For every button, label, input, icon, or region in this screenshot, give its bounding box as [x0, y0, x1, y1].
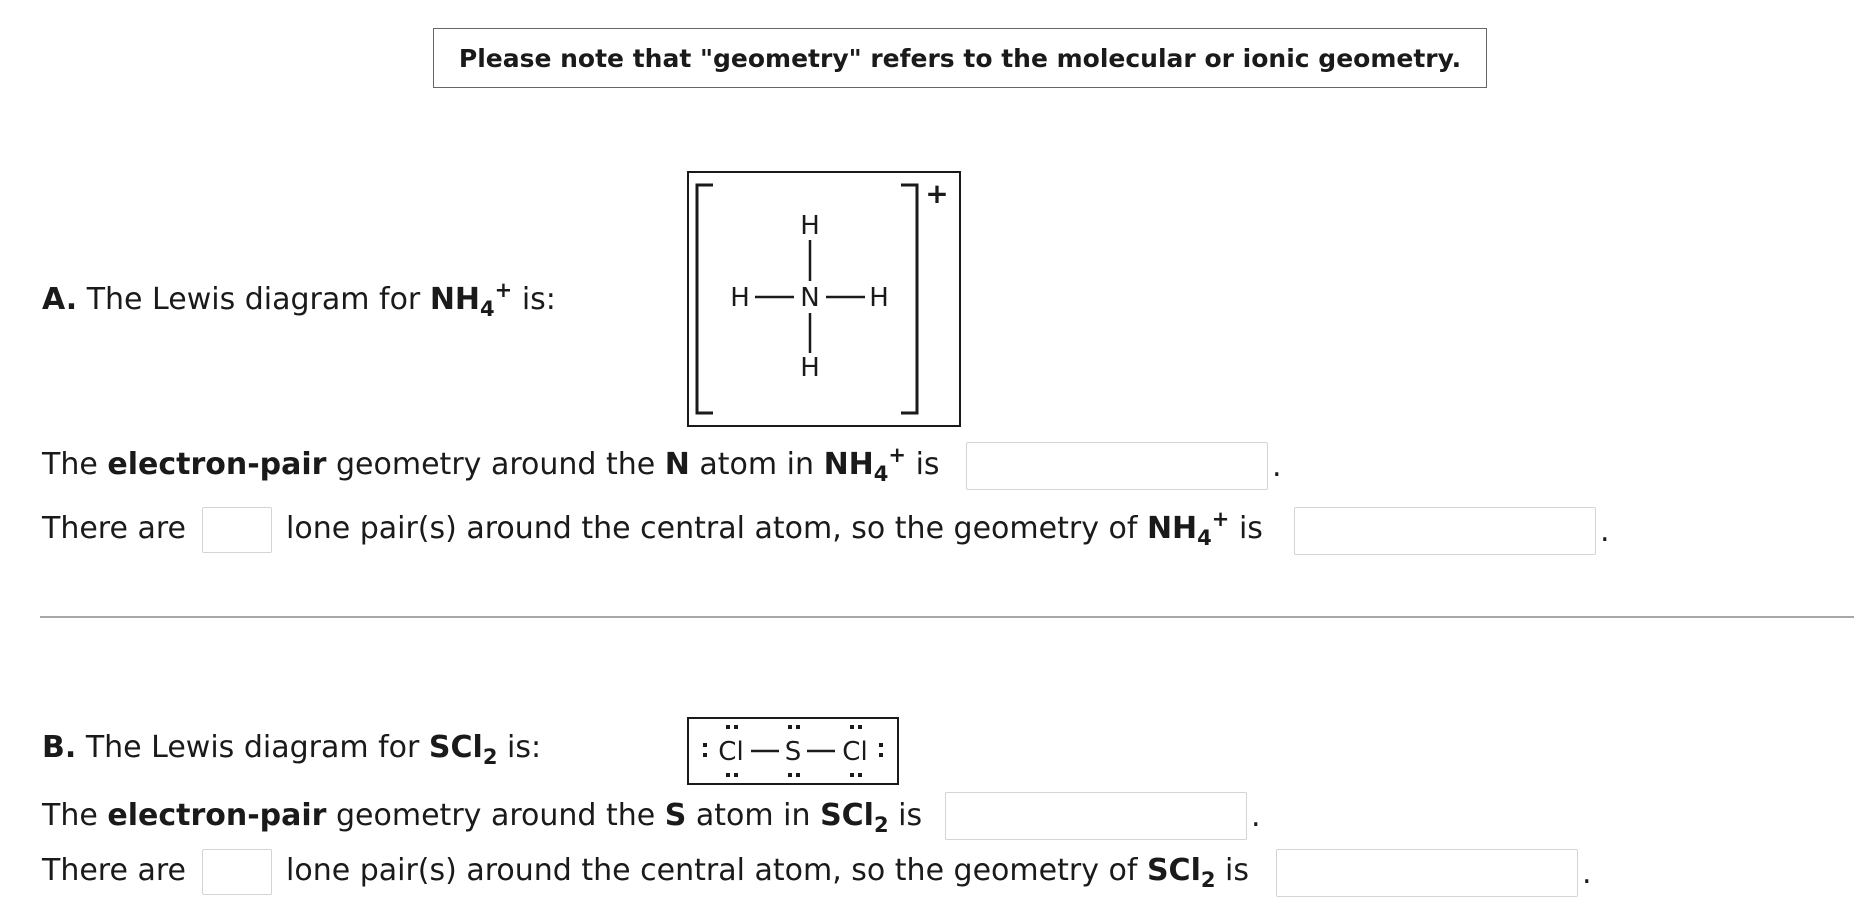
- part-b-intro-text: The Lewis diagram for: [85, 730, 420, 765]
- nh4-lewis-diagram: [687, 171, 961, 427]
- geometry-note: Please note that "geometry" refers to the molecular or ionic geometry.: [433, 28, 1487, 88]
- atom-symbol: S: [664, 798, 687, 833]
- part-b-lone-pair-count-answer[interactable]: [202, 849, 272, 895]
- formula: $NH_4^+$: [1146, 507, 1230, 551]
- formula: SCl$_2$: [820, 798, 889, 838]
- part-b-intro: [42, 730, 542, 770]
- h-bottom: H: [800, 353, 820, 383]
- part-b-question-2-prefix: There are: [42, 853, 186, 888]
- period: .: [1582, 856, 1592, 891]
- h-right: H: [869, 283, 889, 313]
- part-a-question-1: The electron-pair geometry around the N atom in $NH_4^+$ is: [42, 443, 940, 487]
- part-a-formula: $NH_4^+$: [429, 278, 513, 322]
- part-b-question-2: lone pair(s) around the central atom, so the geometry of SCl$_2$ is: [286, 853, 1249, 893]
- part-a-label: A.: [42, 282, 78, 317]
- part-b-question-1: The electron-pair geometry around the S atom in SCl$_2$ is: [42, 798, 923, 838]
- part-a-intro: [42, 278, 556, 322]
- period: .: [1272, 449, 1282, 484]
- cl-left: Cl: [718, 737, 744, 767]
- part-b-label: B.: [42, 730, 77, 765]
- atom-symbol: N: [664, 447, 690, 482]
- part-a-question-2-prefix: There are: [42, 511, 186, 546]
- electron-pair-term: electron-pair: [107, 798, 327, 833]
- charge-plus: +: [925, 177, 949, 210]
- period: .: [1251, 799, 1261, 834]
- part-b-formula: SCl$_2$: [428, 730, 498, 770]
- part-a-molecular-geometry-answer[interactable]: [1294, 507, 1596, 555]
- formula: $NH_4^+$: [823, 443, 907, 487]
- section-divider: [40, 616, 1854, 618]
- part-b-molecular-geometry-answer[interactable]: [1276, 849, 1578, 897]
- part-b-electron-pair-geometry-answer[interactable]: [945, 792, 1247, 840]
- part-a-lone-pair-count-answer[interactable]: [202, 507, 272, 553]
- left-bracket: [697, 185, 713, 413]
- part-a-question-2: lone pair(s) around the central atom, so the geometry of $NH_4^+$ is: [286, 507, 1263, 551]
- scl2-lewis-diagram: [687, 717, 899, 785]
- part-a-intro-text: The Lewis diagram for: [86, 282, 421, 317]
- n-center: N: [800, 283, 820, 313]
- s-center: S: [784, 737, 802, 767]
- part-a-electron-pair-geometry-answer[interactable]: [966, 442, 1268, 490]
- electron-pair-term: electron-pair: [107, 447, 327, 482]
- period: .: [1600, 514, 1610, 549]
- part-a-is: is:: [521, 282, 556, 317]
- h-top: H: [800, 211, 820, 241]
- part-b-is: is:: [506, 730, 542, 765]
- cl-right: Cl: [842, 737, 868, 767]
- h-left: H: [730, 283, 750, 313]
- right-bracket: [901, 185, 917, 413]
- formula: SCl$_2$: [1146, 853, 1216, 893]
